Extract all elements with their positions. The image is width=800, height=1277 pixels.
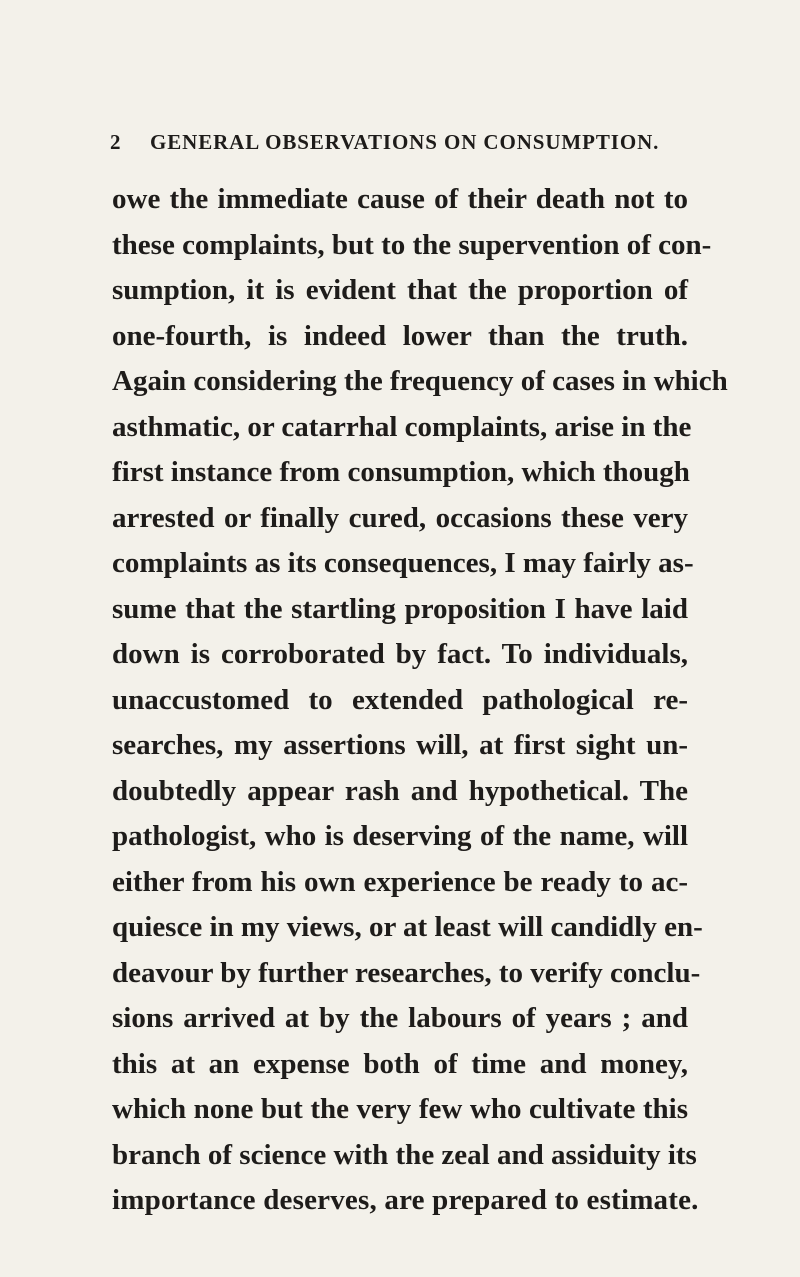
text-line: complaints as its consequences, I may fairly as- [112, 547, 694, 579]
page-number: 2 [110, 130, 122, 154]
text-line: sume that the startling proposition I have laid [112, 592, 688, 625]
text-line: importance deserves, are prepared to estimate. [112, 1184, 699, 1216]
text-line: deavour by further researches, to verify conclu- [112, 956, 701, 989]
text-line: pathologist, who is deserving of the name, will [112, 820, 688, 852]
text-line: unaccustomed to extended pathological re- [112, 683, 688, 716]
text-line: sumption, it is evident that the proportion of [112, 274, 688, 306]
text-line: Again considering the frequency of cases in which [112, 365, 728, 397]
text-line: owe the immediate cause of their death not to [112, 183, 688, 215]
text-line: branch of science with the zeal and assiduity its [112, 1138, 697, 1171]
running-head [110, 130, 688, 160]
running-title: GENERAL OBSERVATIONS ON CONSUMPTION. [150, 130, 660, 154]
body-text [112, 177, 728, 1224]
text-line: quiesce in my views, or at least will candidly en- [112, 911, 703, 943]
text-line: either from his own experience be ready to ac- [112, 865, 688, 898]
text-line: this at an expense both of time and money, [112, 1047, 688, 1080]
text-line: arrested or finally cured, occasions these very [112, 501, 688, 534]
text-line: searches, my assertions will, at first sight un- [112, 729, 688, 761]
text-line: sions arrived at by the labours of years ; and [112, 1002, 688, 1034]
text-line: which none but the very few who cultivate this [112, 1093, 688, 1125]
text-line: one-fourth, is indeed lower than the truth. [112, 319, 688, 352]
text-line: first instance from consumption, which though [112, 456, 690, 488]
text-line: asthmatic, or catarrhal complaints, arise in the [112, 410, 692, 443]
text-line: these complaints, but to the supervention of con- [112, 228, 712, 261]
text-line: doubtedly appear rash and hypothetical. The [112, 774, 688, 807]
text-line: down is corroborated by fact. To individuals, [112, 638, 688, 670]
